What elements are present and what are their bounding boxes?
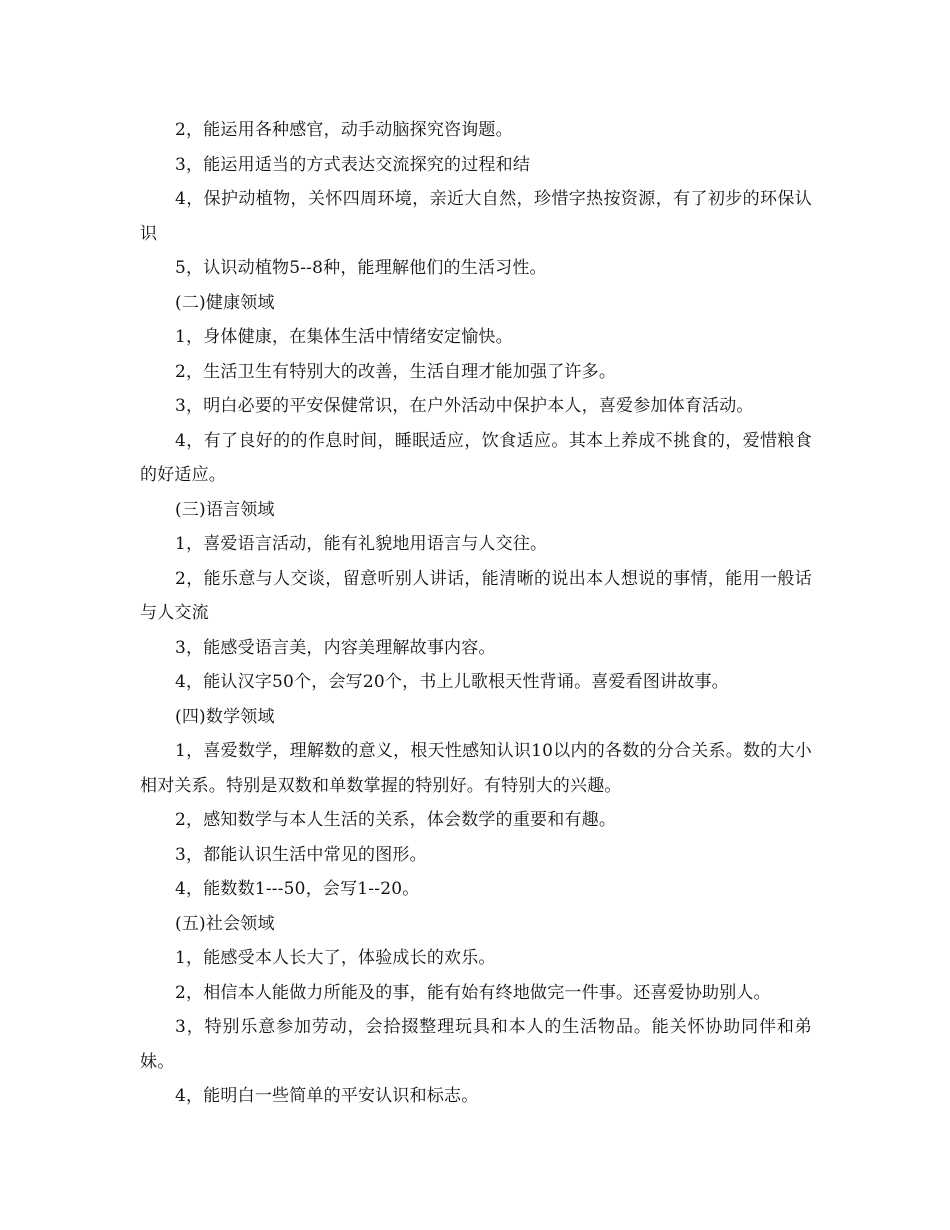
paragraph: 3，明白必要的平安保健常识，在户外活动中保护本人，喜爱参加体育活动。 (175, 396, 754, 416)
paragraph: 2，生活卫生有特别大的改善，生活自理才能加强了许多。 (175, 361, 617, 382)
paragraph: 1，身体健康，在集体生活中情绪安定愉快。 (175, 327, 513, 347)
paragraph: 2，相信本人能做力所能及的事，能有始有终地做完一件事。还喜爱协助别人。 (175, 982, 771, 1003)
paragraph: 4，保护动植物，关怀四周环境，亲近大自然，珍惜字热按资源，有了初步的环保认识 (140, 189, 812, 244)
paragraph: 3，特别乐意参加劳动，会拾掇整理玩具和本人的生活物品。能关怀协助同伴和弟妹。 (140, 1017, 812, 1072)
paragraph: 1，喜爱语言活动，能有礼貌地用语言与人交往。 (175, 534, 548, 554)
document-body (140, 113, 812, 1114)
paragraph: 1，能感受本人长大了，体验成长的欢乐。 (175, 948, 496, 968)
paragraph: 3，能运用适当的方式表达交流探究的过程和结 (175, 154, 531, 175)
paragraph: 5，认识动植物5--8种，能理解他们的生活习性。 (175, 258, 547, 278)
paragraph: 3，都能认识生活中常见的图形。 (175, 844, 427, 865)
section-heading: (五)社会领域 (175, 913, 275, 934)
section-heading: (四)数学领域 (175, 706, 275, 727)
paragraph: 2，能运用各种感官，动手动脑探究咨询题。 (175, 120, 513, 140)
paragraph: 4，有了良好的的作息时间，睡眠适应，饮食适应。其本上养成不挑食的，爱惜粮食的好适应。 (140, 430, 812, 485)
paragraph: 2，感知数学与本人生活的关系，体会数学的重要和有趣。 (175, 810, 617, 830)
paragraph: 4，能明白一些简单的平安认识和标志。 (175, 1086, 479, 1106)
paragraph: 4，能认汉字50个，会写20个，书上儿歌根天性背诵。喜爱看图讲故事。 (175, 672, 729, 692)
paragraph: 2，能乐意与人交谈，留意听别人讲话，能清晰的说出本人想说的事情，能用一般话与人交流 (140, 568, 812, 623)
paragraph: 3，能感受语言美，内容美理解故事内容。 (175, 637, 496, 658)
section-heading: (三)语言领域 (175, 499, 275, 520)
paragraph: 1，喜爱数学，理解数的意义，根天性感知认识10以内的各数的分合关系。数的大小相对关系。特别是双数和单数掌握的特别好。有特别大的兴趣。 (140, 741, 812, 796)
section-heading: (二)健康领域 (175, 292, 275, 313)
paragraph: 4，能数数1---50，会写1--20。 (175, 879, 420, 899)
